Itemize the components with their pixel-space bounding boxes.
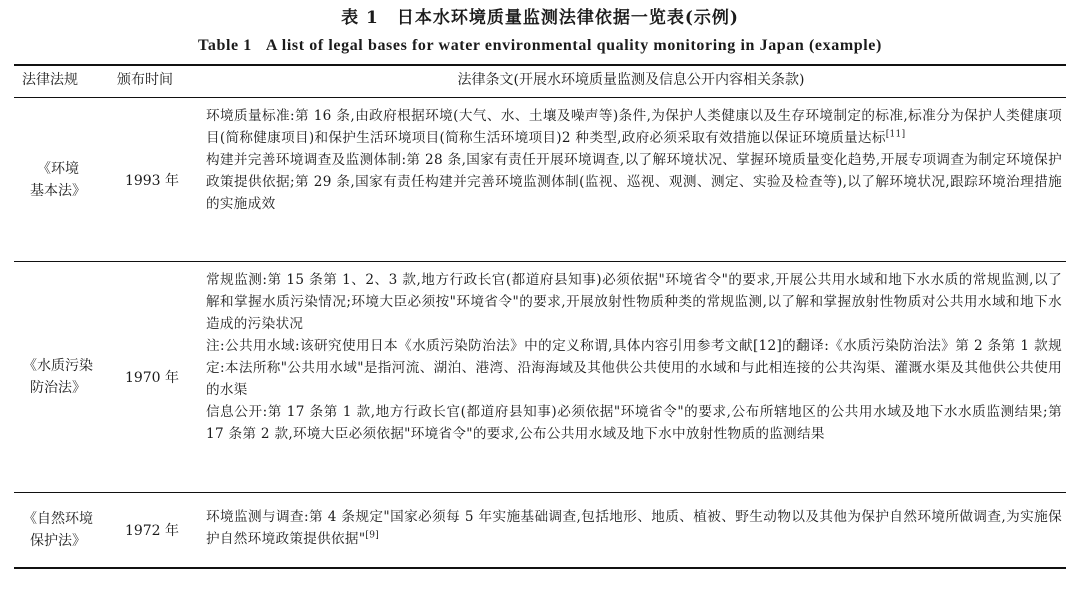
clause-paragraph: [206, 335, 1062, 401]
citation-ref: [9]: [365, 530, 380, 541]
header-law: 法律法规: [22, 72, 78, 88]
table-label-en: Table 1: [198, 37, 252, 54]
law-clauses: [206, 269, 1062, 445]
citation-ref: [11]: [885, 129, 906, 140]
law-name-line: 《环境: [37, 161, 79, 177]
law-clauses: [206, 506, 1062, 550]
law-year: [110, 496, 194, 564]
law-year-text: 1970 年: [124, 370, 180, 386]
law-name-line: 《水质污染: [23, 358, 93, 374]
table-row: [14, 496, 1066, 564]
bottom-rule: [14, 567, 1066, 569]
clause-text: 常规监测:第 15 条第 1、2、3 款,地方行政长官(都道府县知事)必须依据"环境省令"的要求,开展公共用水域和地下水水质的常规监测,以了解和掌握水质污染情况;环境大臣必须按"环境省令"的要求,开展放射性物质种类的常规监测,以了解和掌握放射性物质对公共用水域和地下水造成的污染状况: [206, 272, 1062, 332]
table-title-en: [0, 34, 1080, 58]
law-year-text: 1993 年: [124, 173, 180, 189]
row-rule: [14, 261, 1066, 262]
clause-text: 构建并完善环境调查及监测体制:第 28 条,国家有责任开展环境调查,以了解环境状况、掌握环境质量变化趋势,开展专项调查为制定环境保护政策提供依据;第 29 条,国家有责任构建并完善环境监测体制(监视、巡视、观测、测定、实验及检查等),以了解环境状况,跟踪环境治理措施的实施成效: [206, 152, 1062, 212]
table-caption: [0, 6, 1080, 58]
clause-text: 注:公共用水域:该研究使用日本《水质污染防治法》中的定义称谓,具体内容引用参考文献[12]的翻译:《水质污染防治法》第 2 条第 1 款规定:本法所称"公共用水域"是指河流、湖泊、港湾、沿海海域及其他供公共使用的水域和与此相连接的公共沟渠、灌溉水渠及其他供公共使用的水渠: [206, 338, 1062, 398]
law-name-line: 《自然环境: [23, 511, 93, 527]
law-name: [14, 265, 102, 489]
law-year: [110, 101, 194, 259]
clause-text: 信息公开:第 17 条第 1 款,地方行政长官(都道府县知事)必须依据"环境省令"的要求,公布所辖地区的公共用水域及地下水水质监测结果;第 17 条第 2 款,环境大臣必须依据"环境省令"的要求,公布公共用水域及地下水中放射性物质的监测结果: [206, 404, 1062, 442]
header-rule: [14, 97, 1066, 98]
law-clauses: [206, 105, 1062, 215]
law-year: [110, 265, 194, 489]
clause-paragraph: [206, 105, 1062, 149]
clause-text: 环境质量标准:第 16 条,由政府根据环境(大气、水、土壤及噪声等)条件,为保护人类健康以及生存环境制定的标准,标准分为保护人类健康项目(简称健康项目)和保护生活环境项目(简称生活环境项目)2 种类型,政府必须采取有效措施以保证环境质量达标: [206, 108, 1062, 146]
row-rule: [14, 492, 1066, 493]
clause-paragraph: [206, 149, 1062, 215]
law-name: [14, 101, 102, 259]
law-name-line: 保护法》: [30, 533, 86, 549]
law-name-line: 基本法》: [30, 183, 86, 199]
law-year-text: 1972 年: [124, 523, 180, 539]
law-name-line: 防治法》: [30, 380, 86, 396]
header-text: 法律条文(开展水环境质量监测及信息公开内容相关条款): [457, 72, 805, 88]
table-row: [14, 101, 1066, 259]
clause-paragraph: [206, 401, 1062, 445]
table-title-en-text: A list of legal bases for water environmental quality monitoring in Japan (example): [265, 37, 882, 54]
clause-paragraph: [206, 506, 1062, 550]
table-title-cn: 表 1 日本水环境质量监测法律依据一览表(示例): [341, 8, 739, 28]
header-year: 颁布时间: [117, 72, 173, 88]
law-name: [14, 496, 102, 564]
clause-text: 环境监测与调查:第 4 条规定"国家必须每 5 年实施基础调查,包括地形、地质、植被、野生动物以及其他为保护自然环境所做调查,为实施保护自然环境政策提供依据": [206, 509, 1062, 547]
clause-paragraph: [206, 269, 1062, 335]
table-row: [14, 265, 1066, 489]
